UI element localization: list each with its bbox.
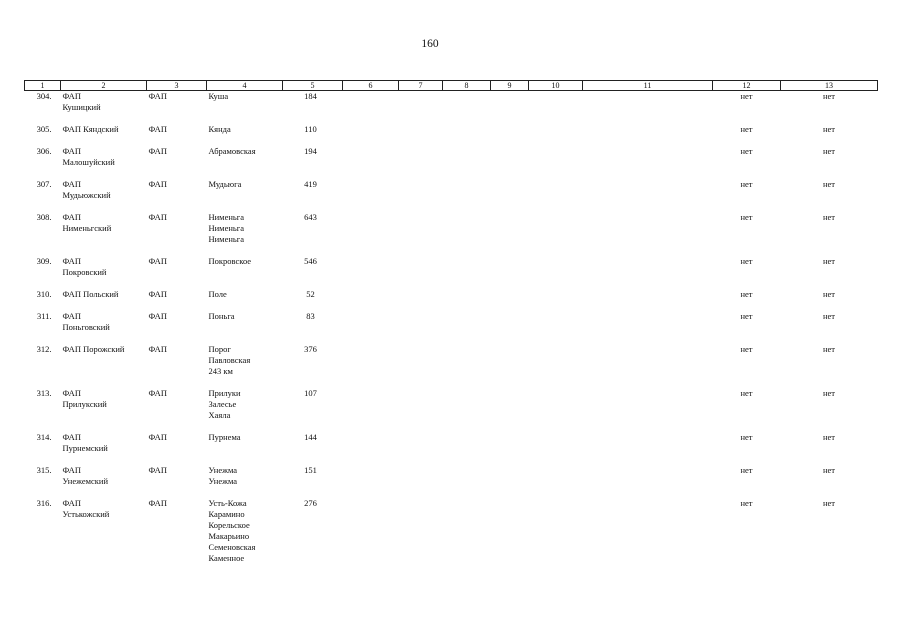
column-header-4: 4 xyxy=(207,81,283,91)
empty-cell-col-11 xyxy=(583,498,713,564)
facility-name-line: ФАП xyxy=(62,146,81,156)
settlements-cell xyxy=(207,212,283,256)
settlement-name: Порог xyxy=(208,344,231,354)
col12-cell: нет xyxy=(740,465,753,475)
table-row xyxy=(25,311,878,344)
empty-cell-col-11 xyxy=(583,212,713,256)
empty-cell-col-9 xyxy=(491,465,529,498)
column-header-12: 12 xyxy=(713,81,781,91)
empty-cell-col-8 xyxy=(443,388,491,432)
settlement-name: Нименьга xyxy=(208,212,245,222)
facility-name-line: Пурнемский xyxy=(62,443,108,453)
facility-name-line: Мудьюжский xyxy=(62,190,111,200)
population-cell: 276 xyxy=(304,498,317,508)
empty-cell-col-10 xyxy=(529,465,583,498)
row-number-cell: 314. xyxy=(36,432,52,442)
empty-cell-col-6 xyxy=(343,465,399,498)
col13-cell: нет xyxy=(822,212,836,222)
col13-cell: нет xyxy=(822,465,836,475)
empty-cell-col-6 xyxy=(343,289,399,311)
settlements-cell xyxy=(207,498,283,564)
population-cell: 52 xyxy=(306,289,315,299)
facility-name-cell xyxy=(61,289,147,311)
empty-cell-col-9 xyxy=(491,498,529,564)
row-number-cell: 315. xyxy=(36,465,52,475)
population-cell: 419 xyxy=(304,179,317,189)
facility-name-line: Прилукский xyxy=(62,399,107,409)
page-number: 160 xyxy=(421,38,439,50)
settlement-name: Корельское xyxy=(208,520,250,530)
facility-name-line: ФАП xyxy=(62,432,81,442)
column-header-9: 9 xyxy=(491,81,529,91)
col13-cell: нет xyxy=(822,344,836,354)
settlement-name: Хаяла xyxy=(208,410,231,420)
empty-cell-col-10 xyxy=(529,256,583,289)
empty-cell-col-7 xyxy=(399,388,443,432)
empty-cell-col-10 xyxy=(529,498,583,564)
facility-name-line: Устькожский xyxy=(62,509,110,519)
empty-cell-col-11 xyxy=(583,432,713,465)
settlement-name: Залесье xyxy=(208,399,237,409)
settlements-cell xyxy=(207,388,283,432)
settlement-name: Поле xyxy=(208,289,227,299)
empty-cell-col-9 xyxy=(491,124,529,146)
facilities-table xyxy=(24,80,878,564)
table-row xyxy=(25,388,878,432)
table-row xyxy=(25,498,878,564)
empty-cell-col-7 xyxy=(399,432,443,465)
facility-name-cell xyxy=(61,212,147,256)
empty-cell-col-9 xyxy=(491,91,529,125)
empty-cell-col-8 xyxy=(443,256,491,289)
column-header-8: 8 xyxy=(443,81,491,91)
table-row xyxy=(25,256,878,289)
facility-name-line: Покровский xyxy=(62,267,107,277)
facility-type-cell: ФАП xyxy=(148,344,167,354)
row-number-cell: 310. xyxy=(36,289,52,299)
settlement-name: Пурнема xyxy=(208,432,241,442)
empty-cell-col-8 xyxy=(443,432,491,465)
table-row xyxy=(25,212,878,256)
col13-cell: нет xyxy=(822,289,836,299)
settlements-cell xyxy=(207,91,283,125)
settlement-name: Мудьюга xyxy=(208,179,242,189)
empty-cell-col-7 xyxy=(399,256,443,289)
row-number-cell: 309. xyxy=(36,256,52,266)
facility-name-cell xyxy=(61,124,147,146)
column-header-11: 11 xyxy=(583,81,713,91)
row-number-cell: 311. xyxy=(36,311,52,321)
facility-name-cell xyxy=(61,91,147,125)
empty-cell-col-6 xyxy=(343,146,399,179)
facility-name-line: ФАП xyxy=(62,465,81,475)
empty-cell-col-7 xyxy=(399,179,443,212)
empty-cell-col-6 xyxy=(343,498,399,564)
settlement-name: Макарьино xyxy=(208,531,250,541)
empty-cell-col-10 xyxy=(529,124,583,146)
facility-name-cell xyxy=(61,344,147,388)
col12-cell: нет xyxy=(740,388,753,398)
empty-cell-col-11 xyxy=(583,311,713,344)
population-cell: 107 xyxy=(304,388,317,398)
col13-cell: нет xyxy=(822,256,836,266)
settlement-name: Поньга xyxy=(208,311,235,321)
empty-cell-col-8 xyxy=(443,465,491,498)
empty-cell-col-10 xyxy=(529,146,583,179)
empty-cell-col-9 xyxy=(491,289,529,311)
empty-cell-col-8 xyxy=(443,146,491,179)
settlement-name: Прилуки xyxy=(208,388,241,398)
empty-cell-col-7 xyxy=(399,91,443,125)
col12-cell: нет xyxy=(740,432,753,442)
settlement-name: Карамино xyxy=(208,509,245,519)
empty-cell-col-6 xyxy=(343,124,399,146)
empty-cell-col-11 xyxy=(583,91,713,125)
table-row xyxy=(25,179,878,212)
settlement-name: Усть-Кожа xyxy=(208,498,247,508)
empty-cell-col-7 xyxy=(399,289,443,311)
facility-name-line: ФАП xyxy=(62,388,81,398)
empty-cell-col-7 xyxy=(399,344,443,388)
table-row xyxy=(25,289,878,311)
facility-name-cell xyxy=(61,179,147,212)
facility-type-cell: ФАП xyxy=(148,91,167,101)
facility-type-cell: ФАП xyxy=(148,498,167,508)
population-cell: 110 xyxy=(304,124,317,134)
empty-cell-col-6 xyxy=(343,311,399,344)
empty-cell-col-11 xyxy=(583,388,713,432)
empty-cell-col-10 xyxy=(529,289,583,311)
col12-cell: нет xyxy=(740,124,753,134)
facility-type-cell: ФАП xyxy=(148,388,167,398)
facility-name-cell xyxy=(61,465,147,498)
empty-cell-col-10 xyxy=(529,212,583,256)
settlement-name: Нименьга xyxy=(208,234,245,244)
empty-cell-col-11 xyxy=(583,146,713,179)
col13-cell: нет xyxy=(822,179,836,189)
population-cell: 546 xyxy=(304,256,317,266)
header-row xyxy=(25,81,878,91)
row-number-cell: 312. xyxy=(36,344,52,354)
facility-type-cell: ФАП xyxy=(148,289,167,299)
row-number-cell: 306. xyxy=(36,146,52,156)
row-number-cell: 307. xyxy=(36,179,52,189)
table-row xyxy=(25,124,878,146)
empty-cell-col-10 xyxy=(529,91,583,125)
facility-name-line: Кушицкий xyxy=(62,102,101,112)
table-row xyxy=(25,465,878,498)
settlements-cell xyxy=(207,146,283,179)
col12-cell: нет xyxy=(740,146,753,156)
empty-cell-col-9 xyxy=(491,344,529,388)
settlement-name: Унежма xyxy=(208,465,238,475)
facility-name-line: ФАП Порожский xyxy=(62,344,125,354)
table-body xyxy=(25,91,878,565)
facility-name-line: ФАП xyxy=(62,179,81,189)
empty-cell-col-6 xyxy=(343,212,399,256)
col12-cell: нет xyxy=(740,256,753,266)
settlements-cell xyxy=(207,289,283,311)
column-header-13: 13 xyxy=(781,81,878,91)
col12-cell: нет xyxy=(740,344,753,354)
facility-type-cell: ФАП xyxy=(148,146,167,156)
empty-cell-col-6 xyxy=(343,344,399,388)
facility-name-cell xyxy=(61,146,147,179)
facility-name-line: ФАП xyxy=(62,91,81,101)
facility-name-cell xyxy=(61,432,147,465)
empty-cell-col-6 xyxy=(343,432,399,465)
settlement-name: Семеновская xyxy=(208,542,256,552)
facility-name-line: ФАП xyxy=(62,311,81,321)
column-header-6: 6 xyxy=(343,81,399,91)
row-number-cell: 308. xyxy=(36,212,52,222)
population-cell: 184 xyxy=(304,91,317,101)
row-number-cell: 316. xyxy=(36,498,52,508)
facility-name-cell xyxy=(61,256,147,289)
empty-cell-col-11 xyxy=(583,289,713,311)
empty-cell-col-7 xyxy=(399,465,443,498)
empty-cell-col-7 xyxy=(399,146,443,179)
population-cell: 194 xyxy=(304,146,317,156)
col12-cell: нет xyxy=(740,498,753,508)
facility-name-line: ФАП xyxy=(62,212,81,222)
col13-cell: нет xyxy=(822,432,836,442)
facility-name-cell xyxy=(61,311,147,344)
settlement-name: Куша xyxy=(208,91,229,101)
empty-cell-col-7 xyxy=(399,212,443,256)
empty-cell-col-8 xyxy=(443,179,491,212)
empty-cell-col-9 xyxy=(491,388,529,432)
col12-cell: нет xyxy=(740,91,753,101)
row-number-cell: 304. xyxy=(36,91,52,101)
population-cell: 144 xyxy=(304,432,317,442)
empty-cell-col-9 xyxy=(491,212,529,256)
settlement-name: 243 км xyxy=(208,366,233,376)
facility-name-line: Унежемский xyxy=(62,476,109,486)
settlements-cell xyxy=(207,311,283,344)
column-header-7: 7 xyxy=(399,81,443,91)
empty-cell-col-8 xyxy=(443,311,491,344)
empty-cell-col-10 xyxy=(529,432,583,465)
facilities-table-container xyxy=(24,80,878,564)
empty-cell-col-7 xyxy=(399,124,443,146)
settlements-cell xyxy=(207,344,283,388)
settlement-name: Павловская xyxy=(208,355,251,365)
column-header-1: 1 xyxy=(25,81,61,91)
table-row xyxy=(25,146,878,179)
table-row xyxy=(25,432,878,465)
facility-name-cell xyxy=(61,498,147,564)
population-cell: 376 xyxy=(304,344,317,354)
table-header xyxy=(25,81,878,91)
table-row xyxy=(25,91,878,125)
col13-cell: нет xyxy=(822,311,836,321)
empty-cell-col-8 xyxy=(443,124,491,146)
col13-cell: нет xyxy=(822,388,836,398)
empty-cell-col-11 xyxy=(583,344,713,388)
facility-name-cell xyxy=(61,388,147,432)
settlements-cell xyxy=(207,124,283,146)
empty-cell-col-9 xyxy=(491,432,529,465)
settlement-name: Каменное xyxy=(208,553,245,563)
settlement-name: Кянда xyxy=(208,124,231,134)
empty-cell-col-8 xyxy=(443,289,491,311)
empty-cell-col-7 xyxy=(399,311,443,344)
empty-cell-col-6 xyxy=(343,256,399,289)
col12-cell: нет xyxy=(740,311,753,321)
empty-cell-col-8 xyxy=(443,91,491,125)
empty-cell-col-6 xyxy=(343,388,399,432)
facility-type-cell: ФАП xyxy=(148,311,167,321)
settlement-name: Нименьга xyxy=(208,223,245,233)
empty-cell-col-10 xyxy=(529,388,583,432)
column-header-3: 3 xyxy=(147,81,207,91)
empty-cell-col-10 xyxy=(529,179,583,212)
facility-type-cell: ФАП xyxy=(148,179,167,189)
empty-cell-col-9 xyxy=(491,146,529,179)
column-header-5: 5 xyxy=(283,81,343,91)
table-row xyxy=(25,344,878,388)
empty-cell-col-11 xyxy=(583,256,713,289)
empty-cell-col-11 xyxy=(583,124,713,146)
settlements-cell xyxy=(207,179,283,212)
col13-cell: нет xyxy=(822,91,836,101)
facility-name-line: Нименьгский xyxy=(62,223,112,233)
facility-name-line: ФАП Польский xyxy=(62,289,119,299)
row-number-cell: 305. xyxy=(36,124,52,134)
empty-cell-col-11 xyxy=(583,465,713,498)
settlements-cell xyxy=(207,465,283,498)
empty-cell-col-8 xyxy=(443,498,491,564)
facility-type-cell: ФАП xyxy=(148,212,167,222)
facility-name-line: Поньговский xyxy=(62,322,110,332)
empty-cell-col-10 xyxy=(529,344,583,388)
empty-cell-col-6 xyxy=(343,179,399,212)
empty-cell-col-8 xyxy=(443,344,491,388)
col13-cell: нет xyxy=(822,124,836,134)
empty-cell-col-6 xyxy=(343,91,399,125)
facility-type-cell: ФАП xyxy=(148,465,167,475)
settlements-cell xyxy=(207,256,283,289)
empty-cell-col-11 xyxy=(583,179,713,212)
empty-cell-col-7 xyxy=(399,498,443,564)
settlement-name: Абрамовская xyxy=(208,146,256,156)
facility-type-cell: ФАП xyxy=(148,432,167,442)
col12-cell: нет xyxy=(740,289,753,299)
facility-type-cell: ФАП xyxy=(148,256,167,266)
settlements-cell xyxy=(207,432,283,465)
col13-cell: нет xyxy=(822,146,836,156)
empty-cell-col-8 xyxy=(443,212,491,256)
column-header-2: 2 xyxy=(61,81,147,91)
population-cell: 151 xyxy=(304,465,317,475)
empty-cell-col-9 xyxy=(491,179,529,212)
facility-type-cell: ФАП xyxy=(148,124,167,134)
column-header-10: 10 xyxy=(529,81,583,91)
empty-cell-col-9 xyxy=(491,256,529,289)
col12-cell: нет xyxy=(740,212,753,222)
col13-cell: нет xyxy=(822,498,836,508)
facility-name-line: ФАП xyxy=(62,256,81,266)
population-cell: 643 xyxy=(304,212,317,222)
facility-name-line: ФАП Кяндский xyxy=(62,124,119,134)
settlement-name: Унежма xyxy=(208,476,238,486)
facility-name-line: Малошуйский xyxy=(62,157,115,167)
settlement-name: Покровское xyxy=(208,256,252,266)
empty-cell-col-9 xyxy=(491,311,529,344)
col12-cell: нет xyxy=(740,179,753,189)
row-number-cell: 313. xyxy=(36,388,52,398)
population-cell: 83 xyxy=(306,311,315,321)
empty-cell-col-10 xyxy=(529,311,583,344)
facility-name-line: ФАП xyxy=(62,498,81,508)
